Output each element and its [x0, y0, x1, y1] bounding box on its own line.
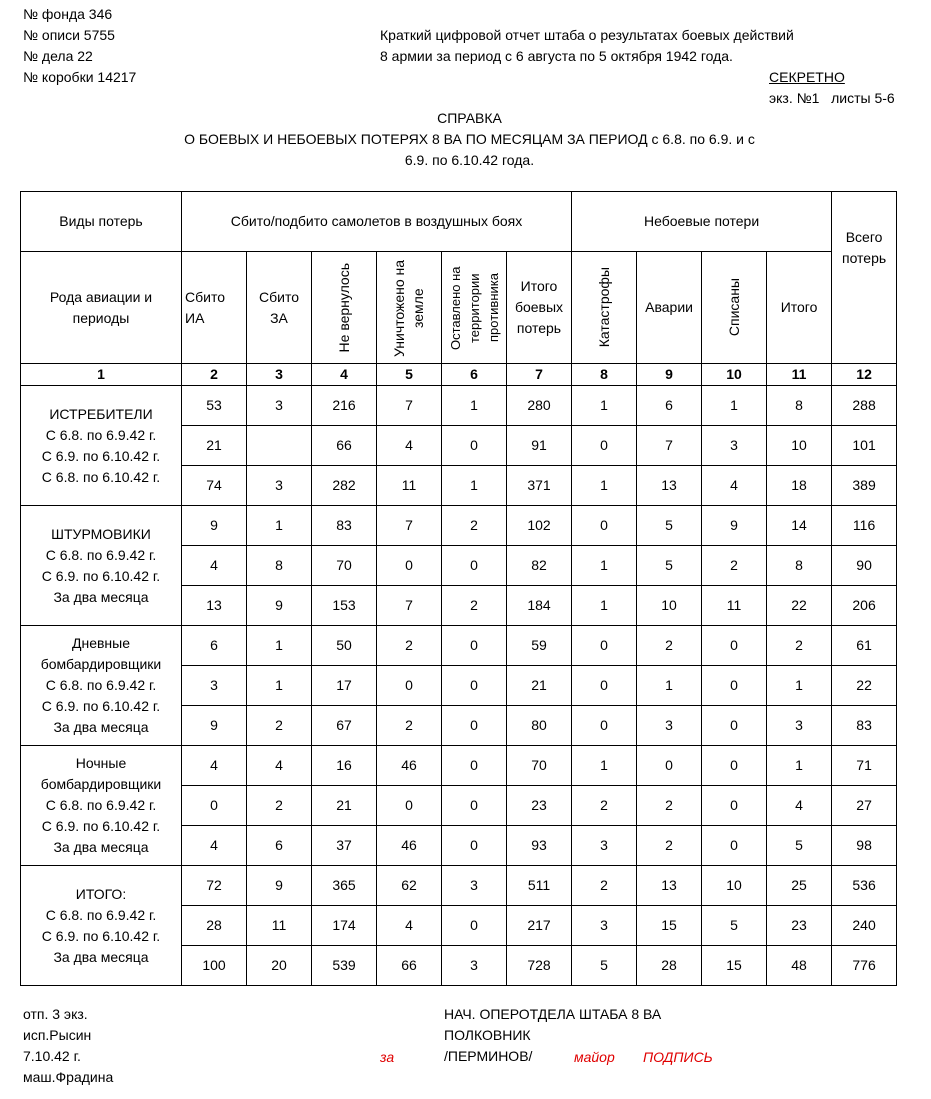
- table-cell: 0: [442, 546, 507, 586]
- table-cell: 9: [247, 866, 312, 906]
- secret-stamp: СЕКРЕТНО: [769, 69, 845, 85]
- table-cell: 2: [637, 826, 702, 866]
- group-label-line: С 6.9. по 6.10.42 г.: [41, 698, 161, 714]
- col-number: 11: [767, 364, 832, 386]
- table-cell: 3: [572, 826, 637, 866]
- table-cell: 7: [637, 426, 702, 466]
- table-cell: 93: [507, 826, 572, 866]
- table-cell: 1: [572, 546, 637, 586]
- header-branch-periods: Рода авиации и периоды: [21, 252, 182, 364]
- table-row: [21, 386, 897, 426]
- table-cell: 0: [442, 626, 507, 666]
- table-cell: 15: [702, 946, 767, 986]
- table-cell: 3: [442, 866, 507, 906]
- table-cell: 217: [507, 906, 572, 946]
- table-cell: 240: [832, 906, 897, 946]
- group-label-line: ШТУРМОВИКИ: [51, 525, 151, 542]
- table-cell: 0: [702, 826, 767, 866]
- table-cell: 0: [377, 666, 442, 706]
- table-cell: 11: [377, 466, 442, 506]
- header-col-accidents: Аварии: [637, 252, 702, 364]
- table-cell: 1: [247, 506, 312, 546]
- table-cell: 5: [767, 826, 832, 866]
- archive-delo: № дела 22: [23, 48, 93, 64]
- table-row: [21, 746, 897, 786]
- table-cell: 21: [507, 666, 572, 706]
- table-cell: [247, 426, 312, 466]
- archive-korobka: № коробки 14217: [23, 69, 137, 85]
- table-cell: 28: [182, 906, 247, 946]
- footer-date: 7.10.42 г.: [23, 1048, 81, 1064]
- group-label: [21, 746, 182, 866]
- table-cell: 539: [312, 946, 377, 986]
- header-row-numbers: [21, 364, 897, 386]
- summary-line-2: 8 армии за период с 6 августа по 5 октября 1942 года.: [380, 48, 733, 64]
- table-cell: 1: [572, 466, 637, 506]
- table-cell: 91: [507, 426, 572, 466]
- table-cell: 21: [182, 426, 247, 466]
- group-label-line: ИСТРЕБИТЕЛИ: [49, 405, 153, 422]
- table-cell: 371: [507, 466, 572, 506]
- header-types-of-losses: Виды потерь: [21, 192, 182, 252]
- title-line-1: СПРАВКА: [437, 110, 502, 126]
- table-cell: 1: [637, 666, 702, 706]
- header-col-shot-za: Сбито ЗА: [247, 252, 312, 364]
- table-cell: 83: [312, 506, 377, 546]
- table-cell: 7: [377, 506, 442, 546]
- table-cell: 2: [637, 786, 702, 826]
- table-cell: 2: [377, 706, 442, 746]
- footer-distribution: [23, 1004, 113, 1088]
- col-number: 3: [247, 364, 312, 386]
- table-cell: 11: [247, 906, 312, 946]
- group-label-line: Дневные: [71, 635, 131, 651]
- group-label-line: За два месяца: [53, 839, 149, 855]
- table-cell: 11: [702, 586, 767, 626]
- table-cell: 4: [182, 826, 247, 866]
- header-col-catastrophes: Катастрофы: [572, 252, 637, 364]
- table-cell: 13: [637, 466, 702, 506]
- archive-reference: [23, 4, 136, 88]
- table-cell: 2: [377, 626, 442, 666]
- table-row: [21, 626, 897, 666]
- group-label-line: С 6.8. по 6.9.42 г.: [45, 677, 157, 693]
- table-cell: 82: [507, 546, 572, 586]
- header-col-not-returned: Не вернулось: [312, 252, 377, 364]
- table-cell: 2: [247, 786, 312, 826]
- table-cell: 4: [702, 466, 767, 506]
- signature-position: НАЧ. ОПЕРОТДЕЛА ШТАБА 8 ВА: [444, 1006, 662, 1022]
- table-cell: 98: [832, 826, 897, 866]
- table-cell: 389: [832, 466, 897, 506]
- group-label: [21, 626, 182, 746]
- table-cell: 9: [247, 586, 312, 626]
- table-cell: 4: [182, 546, 247, 586]
- group-label-line: С 6.8. по 6.10.42 г.: [41, 468, 161, 485]
- table-cell: 2: [442, 506, 507, 546]
- table-cell: 83: [832, 706, 897, 746]
- table-cell: 0: [572, 506, 637, 546]
- table-cell: 3: [442, 946, 507, 986]
- table-cell: 206: [832, 586, 897, 626]
- table-row: [21, 506, 897, 546]
- table-cell: 46: [377, 826, 442, 866]
- col-number: 6: [442, 364, 507, 386]
- table-cell: 70: [507, 746, 572, 786]
- table-cell: 511: [507, 866, 572, 906]
- signature-block: [444, 1004, 661, 1067]
- table-cell: 0: [442, 706, 507, 746]
- table-cell: 6: [247, 826, 312, 866]
- header-combat-losses: Сбито/подбито самолетов в воздушных боях: [182, 192, 572, 252]
- table-cell: 4: [767, 786, 832, 826]
- signature-rank: ПОЛКОВНИК: [444, 1027, 531, 1043]
- table-cell: 1: [572, 386, 637, 426]
- table-cell: 3: [182, 666, 247, 706]
- group-label-line: бомбардировщики: [40, 656, 162, 672]
- table-cell: 80: [507, 706, 572, 746]
- table-cell: 8: [767, 386, 832, 426]
- table-cell: 28: [637, 946, 702, 986]
- group-label-line: ИТОГО:: [75, 885, 127, 902]
- table-cell: 2: [572, 866, 637, 906]
- table-cell: 20: [247, 946, 312, 986]
- col-number: 2: [182, 364, 247, 386]
- annotation-za: за: [380, 1049, 395, 1065]
- table-cell: 1: [767, 746, 832, 786]
- title-line-3: 6.9. по 6.10.42 года.: [404, 152, 535, 168]
- table-cell: 1: [572, 586, 637, 626]
- header-col-combat-total: Итого боевых потерь: [507, 252, 572, 364]
- table-cell: 59: [507, 626, 572, 666]
- table-cell: 37: [312, 826, 377, 866]
- table-cell: 70: [312, 546, 377, 586]
- group-label-line: С 6.9. по 6.10.42 г.: [41, 447, 161, 464]
- table-cell: 8: [767, 546, 832, 586]
- table-cell: 3: [702, 426, 767, 466]
- group-label-line: С 6.8. по 6.9.42 г.: [45, 906, 157, 923]
- col-number: 9: [637, 364, 702, 386]
- table-cell: 67: [312, 706, 377, 746]
- table-cell: 23: [507, 786, 572, 826]
- table-cell: 288: [832, 386, 897, 426]
- archive-fond: № фонда 346: [23, 6, 113, 22]
- table-cell: 102: [507, 506, 572, 546]
- table-cell: 1: [247, 626, 312, 666]
- table-cell: 2: [247, 706, 312, 746]
- header-total-losses-label: Всего потерь: [841, 228, 887, 266]
- col-number: 5: [377, 364, 442, 386]
- table-cell: 0: [442, 826, 507, 866]
- table-cell: 21: [312, 786, 377, 826]
- col-number: 4: [312, 364, 377, 386]
- table-cell: 22: [832, 666, 897, 706]
- table-cell: 27: [832, 786, 897, 826]
- table-cell: 0: [442, 666, 507, 706]
- signature-name: /ПЕРМИНОВ/: [444, 1048, 533, 1064]
- table-cell: 4: [182, 746, 247, 786]
- table-cell: 25: [767, 866, 832, 906]
- table-cell: 0: [182, 786, 247, 826]
- table-cell: 53: [182, 386, 247, 426]
- header-col-noncombat-total: Итого: [767, 252, 832, 364]
- table-cell: 2: [442, 586, 507, 626]
- table-cell: 50: [312, 626, 377, 666]
- losses-table: [20, 191, 897, 986]
- table-cell: 62: [377, 866, 442, 906]
- table-cell: 14: [767, 506, 832, 546]
- table-cell: 90: [832, 546, 897, 586]
- col-number: 12: [832, 364, 897, 386]
- table-cell: 0: [442, 906, 507, 946]
- table-cell: 6: [637, 386, 702, 426]
- table-cell: 15: [637, 906, 702, 946]
- table-cell: 0: [702, 666, 767, 706]
- table-cell: 153: [312, 586, 377, 626]
- table-cell: 22: [767, 586, 832, 626]
- table-cell: 0: [377, 786, 442, 826]
- table-cell: 5: [637, 506, 702, 546]
- header-col-destroyed-ground: Уничтожено на земле: [377, 252, 442, 364]
- table-cell: 776: [832, 946, 897, 986]
- footer-copies: отп. 3 экз.: [23, 1006, 88, 1022]
- table-cell: 10: [702, 866, 767, 906]
- table-cell: 16: [312, 746, 377, 786]
- table-cell: 2: [637, 626, 702, 666]
- group-label-line: За два месяца: [53, 588, 149, 605]
- table-cell: 0: [702, 706, 767, 746]
- copy-info: [769, 88, 895, 109]
- table-cell: 13: [182, 586, 247, 626]
- table-cell: 17: [312, 666, 377, 706]
- table-cell: 280: [507, 386, 572, 426]
- table-cell: 7: [377, 386, 442, 426]
- table-cell: 3: [637, 706, 702, 746]
- group-label-line: Ночные: [75, 755, 127, 771]
- table-cell: 18: [767, 466, 832, 506]
- group-label-line: С 6.8. по 6.9.42 г.: [45, 546, 157, 563]
- col-number: 1: [21, 364, 182, 386]
- document-title: [0, 108, 931, 171]
- summary-line-1: Краткий цифровой отчет штаба о результатах боевых действий: [380, 27, 794, 43]
- annotation-major: майор: [574, 1049, 615, 1065]
- header-noncombat-losses: Небоевые потери: [572, 192, 832, 252]
- group-label: [21, 866, 182, 986]
- table-cell: 0: [572, 426, 637, 466]
- group-label-line: С 6.9. по 6.10.42 г.: [41, 567, 161, 584]
- col-number: 7: [507, 364, 572, 386]
- table-cell: 0: [442, 786, 507, 826]
- table-cell: 0: [572, 626, 637, 666]
- table-cell: 0: [637, 746, 702, 786]
- table-cell: 0: [702, 786, 767, 826]
- table-cell: 13: [637, 866, 702, 906]
- table-cell: 6: [182, 626, 247, 666]
- table-cell: 216: [312, 386, 377, 426]
- group-label-line: С 6.9. по 6.10.42 г.: [41, 927, 161, 944]
- table-cell: 3: [247, 466, 312, 506]
- table-cell: 174: [312, 906, 377, 946]
- table-cell: 71: [832, 746, 897, 786]
- group-label-line: бомбардировщики: [40, 776, 162, 792]
- group-label: [21, 386, 182, 506]
- table-cell: 0: [702, 626, 767, 666]
- table-cell: 2: [702, 546, 767, 586]
- table-cell: 1: [767, 666, 832, 706]
- group-label-line: За два месяца: [53, 948, 149, 965]
- table-cell: 9: [702, 506, 767, 546]
- table-cell: 9: [182, 706, 247, 746]
- title-line-2: О БОЕВЫХ И НЕБОЕВЫХ ПОТЕРЯХ 8 ВА ПО МЕСЯЦАМ ЗА ПЕРИОД с 6.8. по 6.9. и с: [184, 131, 755, 147]
- table-row: [21, 866, 897, 906]
- table-cell: 0: [377, 546, 442, 586]
- header-total-losses: [832, 192, 897, 364]
- table-cell: 23: [767, 906, 832, 946]
- table-cell: 4: [377, 906, 442, 946]
- table-cell: 1: [442, 466, 507, 506]
- table-cell: 184: [507, 586, 572, 626]
- table-cell: 728: [507, 946, 572, 986]
- table-cell: 46: [377, 746, 442, 786]
- table-cell: 4: [377, 426, 442, 466]
- table-cell: 536: [832, 866, 897, 906]
- annotation-signature: ПОДПИСЬ: [643, 1049, 713, 1065]
- table-cell: 365: [312, 866, 377, 906]
- table-cell: 5: [702, 906, 767, 946]
- table-cell: 1: [442, 386, 507, 426]
- table-cell: 282: [312, 466, 377, 506]
- table-cell: 2: [572, 786, 637, 826]
- table-cell: 3: [247, 386, 312, 426]
- header-col-written-off: Списаны: [702, 252, 767, 364]
- table-cell: 48: [767, 946, 832, 986]
- group-label-line: За два месяца: [53, 719, 149, 735]
- table-cell: 116: [832, 506, 897, 546]
- document-summary: [380, 25, 794, 67]
- table-cell: 0: [572, 706, 637, 746]
- table-cell: 0: [442, 426, 507, 466]
- footer-typist: маш.Фрадина: [23, 1069, 114, 1085]
- archive-opis: № описи 5755: [23, 27, 115, 43]
- table-cell: 101: [832, 426, 897, 466]
- header-col-shot-ia: Сбито ИА: [182, 252, 247, 364]
- table-cell: 7: [377, 586, 442, 626]
- table-cell: 74: [182, 466, 247, 506]
- table-cell: 3: [572, 906, 637, 946]
- col-number: 8: [572, 364, 637, 386]
- table-body: [21, 386, 897, 986]
- group-label-line: С 6.8. по 6.9.42 г.: [45, 426, 157, 443]
- table-cell: 8: [247, 546, 312, 586]
- table-cell: 0: [442, 746, 507, 786]
- header-row-groups: [21, 192, 897, 252]
- group-label-line: С 6.8. по 6.9.42 г.: [45, 797, 157, 813]
- table-cell: 4: [247, 746, 312, 786]
- table-cell: 100: [182, 946, 247, 986]
- group-label: [21, 506, 182, 626]
- table-cell: 3: [767, 706, 832, 746]
- footer-executor: исп.Рысин: [23, 1027, 92, 1043]
- table-cell: 9: [182, 506, 247, 546]
- table-cell: 10: [767, 426, 832, 466]
- table-cell: 1: [702, 386, 767, 426]
- table-cell: 66: [377, 946, 442, 986]
- table-cell: 1: [572, 746, 637, 786]
- table-cell: 5: [572, 946, 637, 986]
- table-cell: 72: [182, 866, 247, 906]
- col-number: 10: [702, 364, 767, 386]
- copy-number: экз. №1 листы 5-6: [769, 90, 895, 106]
- header-col-left-enemy-territory: Оставлено на территории противника: [442, 252, 507, 364]
- header-row-columns: [21, 252, 897, 364]
- table-cell: 1: [247, 666, 312, 706]
- table-cell: 2: [767, 626, 832, 666]
- table-cell: 5: [637, 546, 702, 586]
- table-cell: 0: [702, 746, 767, 786]
- group-label-line: С 6.9. по 6.10.42 г.: [41, 818, 161, 834]
- classification-block: [769, 67, 845, 88]
- table-cell: 10: [637, 586, 702, 626]
- table-cell: 66: [312, 426, 377, 466]
- table-cell: 0: [572, 666, 637, 706]
- table-cell: 61: [832, 626, 897, 666]
